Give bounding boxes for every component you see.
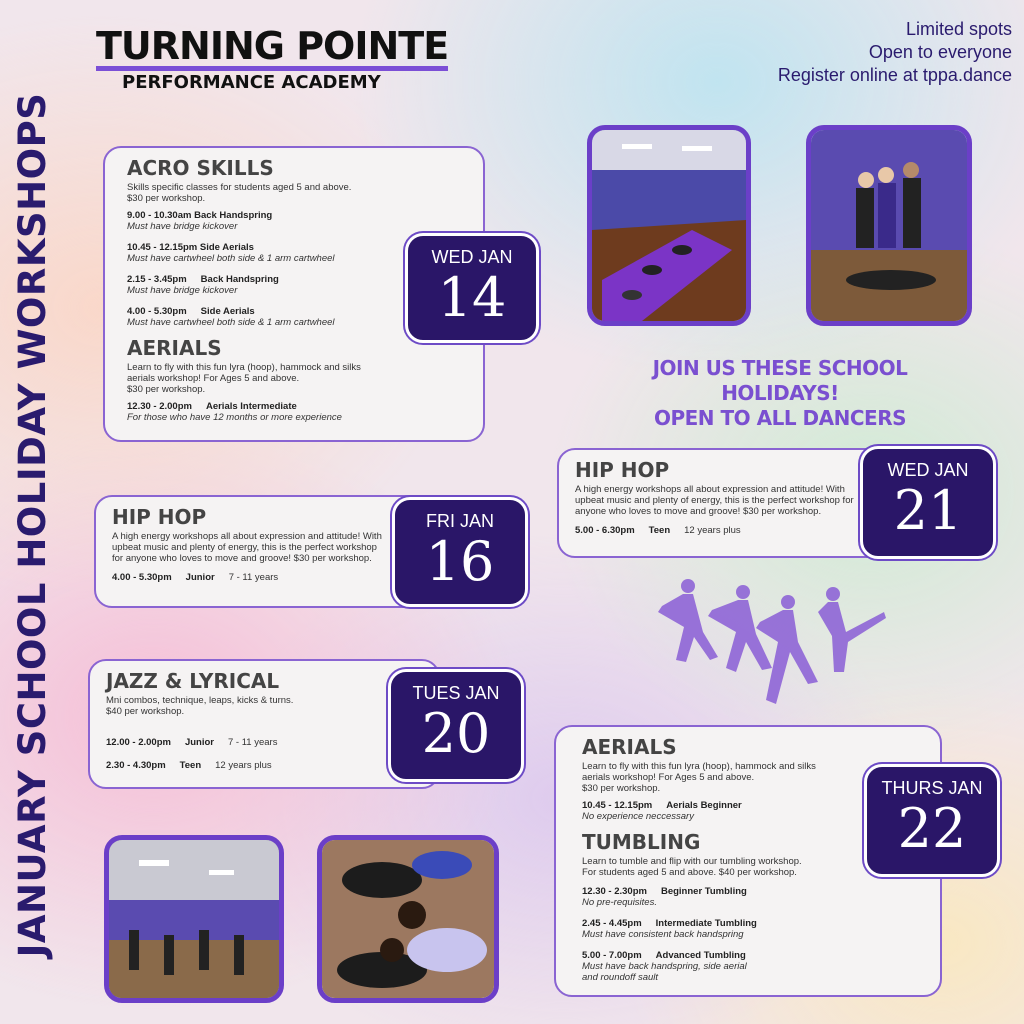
session: 4.00 - 5.30pm Junior 7 - 11 years — [112, 572, 279, 583]
session: 12.30 - 2.30pm Beginner Tumbling No pre-requisites. — [582, 886, 747, 908]
acro-title: ACRO SKILLS — [127, 156, 274, 180]
session: 2.45 - 4.45pm Intermediate Tumbling Must have consistent back handspring — [582, 918, 757, 940]
date-badge — [392, 497, 528, 607]
date-badge — [405, 233, 539, 343]
top-info-line: Register online at tppa.dance — [777, 65, 1012, 85]
aerials-title: AERIALS — [127, 336, 222, 360]
session: 5.00 - 6.30pm Teen 12 years plus — [575, 525, 741, 536]
aerials-desc: Learn to fly with this fun lyra (hoop), hammock and silks aerials workshop! For Ages 5 and above. $30 per workshop. — [582, 761, 816, 794]
hiphop-title: HIP HOP — [112, 505, 207, 529]
floor-photo-image — [322, 840, 494, 998]
studio-photo-image — [592, 130, 746, 321]
studio-photo — [587, 125, 751, 326]
group-photo-image — [811, 130, 967, 321]
date-number: 20 — [421, 702, 491, 765]
date-number: 16 — [425, 530, 495, 593]
jazz-title: JAZZ & LYRICAL — [106, 669, 280, 693]
session: 2.30 - 4.30pm Teen 12 years plus — [106, 760, 272, 771]
date-number: 21 — [893, 479, 963, 542]
top-info-line: Limited spots — [905, 19, 1012, 39]
tumbling-desc: Learn to tumble and flip with our tumbling workshop. For students aged 5 and above. $40 per workshop. — [582, 856, 802, 878]
date-label: WED JAN — [887, 460, 969, 480]
date-badge — [860, 446, 996, 559]
date-label: FRI JAN — [425, 511, 494, 531]
hiphop-card — [94, 495, 429, 608]
logo-title: TURNING POINTE — [96, 26, 448, 71]
class-photo — [104, 835, 284, 1003]
session: 4.00 - 5.30pm Side Aerials Must have cartwheel both side & 1 arm cartwheel — [127, 306, 335, 328]
session: 10.45 - 12.15pm Aerials Beginner No experience neccessary — [582, 800, 742, 822]
date-label: WED JAN — [431, 247, 513, 267]
date-number: 22 — [897, 797, 967, 860]
hiphop-card — [557, 448, 887, 558]
session: 12.30 - 2.00pm Aerials Intermediate For those who have 12 months or more experience — [127, 401, 342, 423]
class-photo-image — [109, 840, 279, 998]
date-label: TUES JAN — [412, 683, 500, 703]
group-photo — [806, 125, 972, 326]
session: 2.15 - 3.45pm Back Handspring Must have bridge kickover — [127, 274, 279, 296]
top-info-line: Open to everyone — [868, 42, 1012, 62]
top-info — [778, 18, 1012, 87]
join-line: OPEN TO ALL DANCERS — [653, 406, 907, 430]
hiphop-desc: A high energy workshops all about expression and attitude! With upbeat music and plenty of energy, this is the perfect workshop for anyone who loves to move and groove! $30 per workshop. — [112, 531, 382, 564]
join-banner — [600, 356, 960, 431]
acro-desc: Skills specific classes for students aged 5 and above. $30 per workshop. — [127, 182, 352, 204]
date-number: 14 — [437, 266, 507, 329]
aerials-desc: Learn to fly with this fun lyra (hoop), hammock and silks aerials workshop! For Ages 5 and above. $30 per workshop. — [127, 362, 361, 395]
dancers-silhouette-icon — [648, 572, 888, 712]
session: 5.00 - 7.00pm Advanced Tumbling Must have back handspring, side aerial and roundoff sault — [582, 950, 747, 983]
session: 12.00 - 2.00pm Junior 7 - 11 years — [106, 737, 278, 748]
join-line: JOIN US THESE SCHOOL HOLIDAYS! — [652, 356, 908, 405]
jazz-desc: Mni combos, technique, leaps, kicks & turns. $40 per workshop. — [106, 695, 294, 717]
aerials-title: AERIALS — [582, 735, 677, 759]
hiphop-desc: A high energy workshops all about expression and attitude! With upbeat music and plenty of energy, this is the perfect workshop for anyone who loves to move and groove! $30 per workshop. — [575, 484, 854, 517]
tumbling-title: TUMBLING — [582, 830, 701, 854]
hiphop-title: HIP HOP — [575, 458, 670, 482]
session: 9.00 - 10.30am Back Handspring Must have bridge kickover — [127, 210, 273, 232]
logo-subtitle: PERFORMANCE ACADEMY — [122, 72, 381, 93]
date-label: THURS JAN — [881, 778, 983, 798]
date-badge — [388, 669, 524, 782]
logo — [96, 24, 449, 95]
date-badge — [864, 764, 1000, 877]
floor-photo — [317, 835, 499, 1003]
session: 10.45 - 12.15pm Side Aerials Must have cartwheel both side & 1 arm cartwheel — [127, 242, 335, 264]
side-title: JANUARY SCHOOL HOLIDAY WORKSHOPS — [11, 92, 54, 958]
